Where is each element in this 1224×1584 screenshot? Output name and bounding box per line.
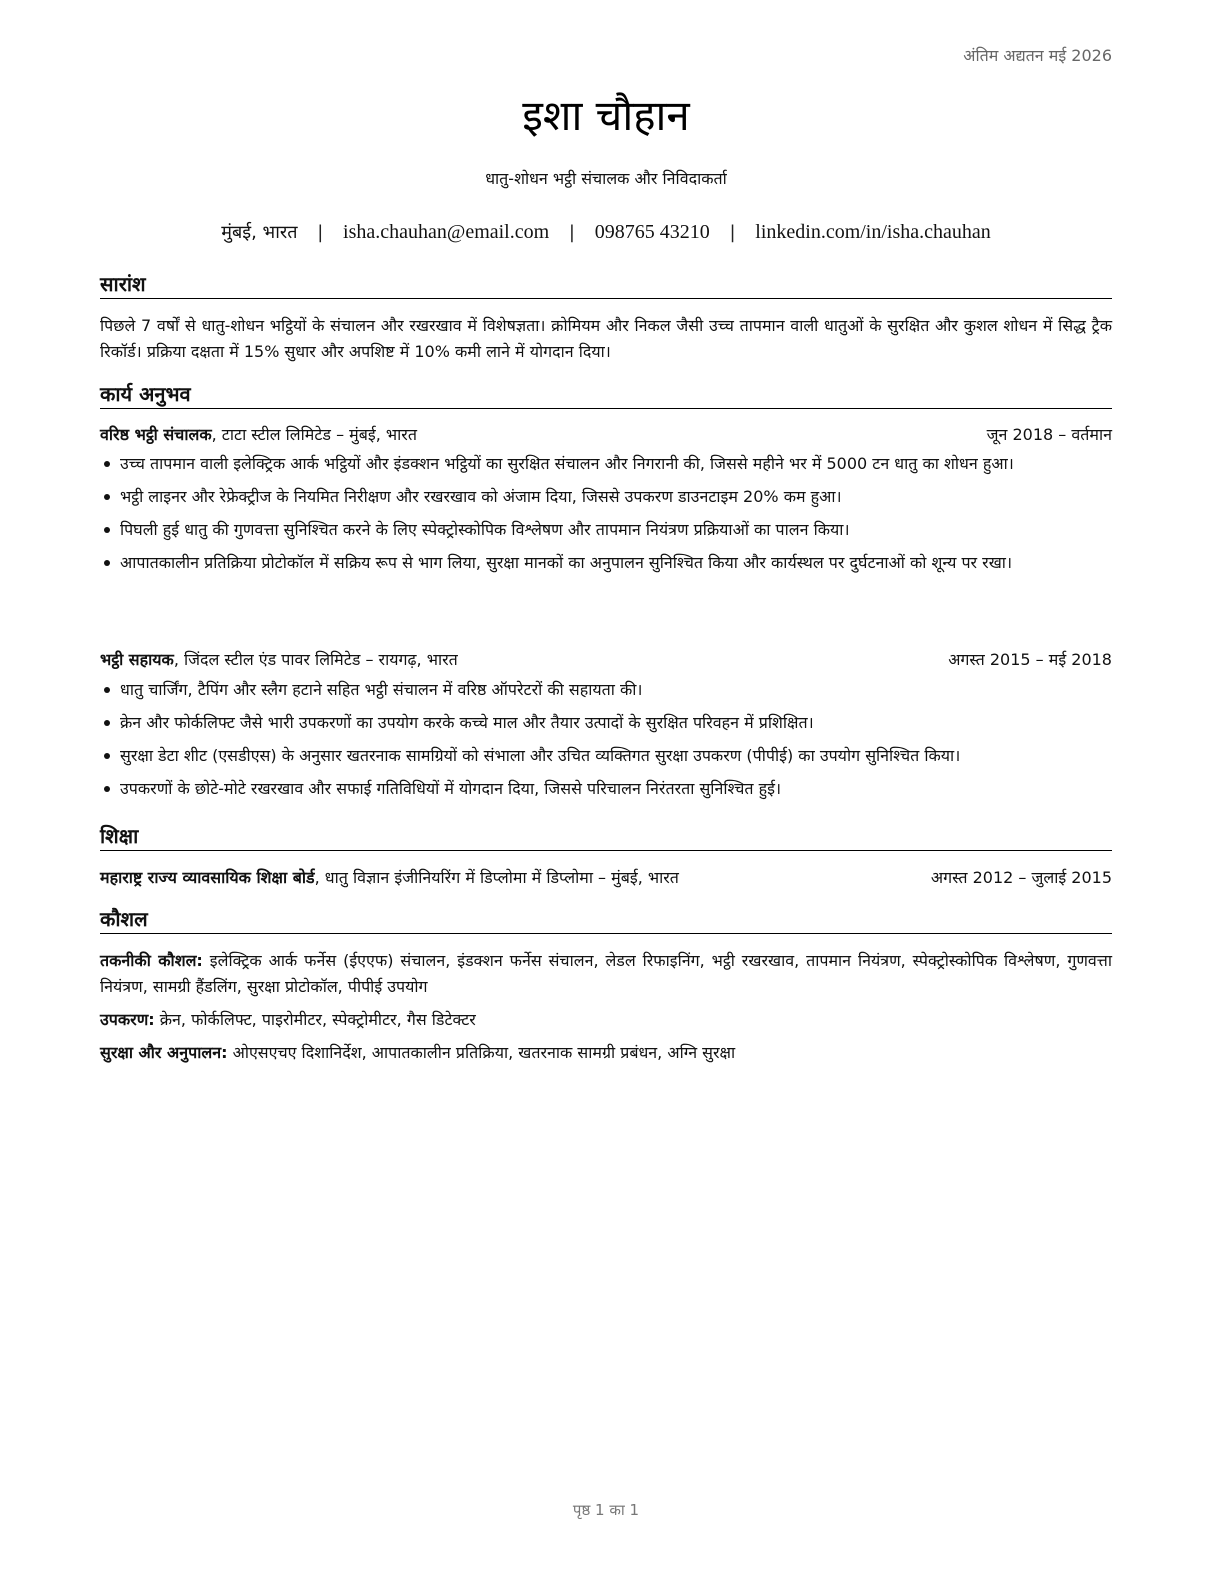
job-bullet: भट्ठी लाइनर और रेफ्रेक्ट्रीज के नियमित निरीक्षण और रखरखाव को अंजाम दिया, जिससे उपकरण डाउनटाइम 20% कम हुआ। <box>100 484 1112 510</box>
education-entry <box>100 865 1112 891</box>
skill-label: सुरक्षा और अनुपालन: <box>100 1043 228 1062</box>
candidate-headline: धातु-शोधन भट्ठी संचालक और निविदाकर्ता <box>485 169 727 188</box>
contact-email[interactable]: isha.chauhan@email.com <box>343 221 550 243</box>
contact-separator: | <box>317 222 324 243</box>
resume-page <box>100 0 1112 1584</box>
section-title-summary: सारांश <box>100 270 1112 299</box>
skill-value: क्रेन, फोर्कलिफ्ट, पाइरोमीटर, स्पेक्ट्रोमीटर, गैस डिटेक्टर <box>154 1010 476 1029</box>
job-title-line <box>100 422 417 448</box>
job-bullet: पिघली हुई धातु की गुणवत्ता सुनिश्चित करने के लिए स्पेक्ट्रोस्कोपिक विश्लेषण और तापमान नियंत्रण प्रक्रियाओं का पालन किया। <box>100 517 1112 543</box>
skill-label: उपकरण: <box>100 1010 155 1029</box>
contact-separator: | <box>729 222 736 243</box>
job-bullet: उपकरणों के छोटे-मोटे रखरखाव और सफाई गतिविधियों में योगदान दिया, जिससे परिचालन निरंतरता सुनिश्चित हुई। <box>100 776 1112 802</box>
contact-location: मुंबई, भारत <box>221 222 298 243</box>
skill-label: तकनीकी कौशल: <box>100 951 203 970</box>
contact-linkedin[interactable]: linkedin.com/in/isha.chauhan <box>755 221 991 243</box>
education-dates: अगस्त 2012 – जुलाई 2015 <box>930 868 1112 887</box>
page-number: पृष्ठ 1 का 1 <box>572 1501 640 1519</box>
education-line <box>100 865 679 891</box>
contact-separator: | <box>568 222 575 243</box>
section-title-skills: कौशल <box>100 905 1112 934</box>
skill-group <box>100 1007 1112 1033</box>
job-dates: जून 2018 – वर्तमान <box>986 425 1112 444</box>
job-company: , जिंदल स्टील एंड पावर लिमिटेड – रायगढ़, भारत <box>173 650 458 669</box>
skill-group <box>100 1040 1112 1066</box>
job-bullet-list <box>100 451 1112 576</box>
job-dates: अगस्त 2015 – मई 2018 <box>948 650 1112 669</box>
job-bullet-list <box>100 677 1112 802</box>
contact-phone[interactable]: 098765 43210 <box>594 221 710 243</box>
summary-text: पिछले 7 वर्षों से धातु-शोधन भट्ठियों के संचालन और रखरखाव में विशेषज्ञता। क्रोमियम और निकल जैसी उच्च तापमान वाली धातुओं के सुरक्षित और कुशल शोधन में सिद्ध ट्रैक रिकॉर्ड। प्रक्रिया दक्षता में 15% सुधार और अपशिष्ट में 10% कमी लाने में योगदान दिया। <box>100 316 1112 361</box>
section-title-experience: कार्य अनुभव <box>100 380 1112 409</box>
skill-group <box>100 948 1112 1000</box>
last-updated-note: अंतिम अद्यतन मई 2026 <box>963 46 1112 65</box>
job-bullet: आपातकालीन प्रतिक्रिया प्रोटोकॉल में सक्रिय रूप से भाग लिया, सुरक्षा मानकों का अनुपालन सुनिश्चित किया और कार्यस्थल पर दुर्घटनाओं को शून्य पर रखा। <box>100 550 1112 576</box>
job-role: वरिष्ठ भट्ठी संचालक <box>100 425 212 444</box>
job-bullet: उच्च तापमान वाली इलेक्ट्रिक आर्क भट्ठियों और इंडक्शन भट्ठियों का सुरक्षित संचालन और निगरानी की, जिससे महीने भर में 5000 टन धातु का शोधन हुआ। <box>100 451 1112 477</box>
education-institution: महाराष्ट्र राज्य व्यावसायिक शिक्षा बोर्ड <box>100 868 315 887</box>
job-header <box>100 647 1112 673</box>
section-title-education: शिक्षा <box>100 822 1112 851</box>
job-title-line <box>100 647 458 673</box>
job-role: भट्ठी सहायक <box>100 650 174 669</box>
job-bullet: धातु चार्जिंग, टैपिंग और स्लैग हटाने सहित भट्ठी संचालन में वरिष्ठ ऑपरेटरों की सहायता की। <box>100 677 1112 703</box>
skill-value: ओएसएचए दिशानिर्देश, आपातकालीन प्रतिक्रिया, खतरनाक सामग्री प्रबंधन, अग्नि सुरक्षा <box>227 1043 736 1062</box>
candidate-name: इशा चौहान <box>522 91 690 140</box>
contact-line <box>100 218 1112 247</box>
skill-value: इलेक्ट्रिक आर्क फर्नेस (ईएएफ) संचालन, इंडक्शन फर्नेस संचालन, लेडल रिफाइनिंग, भट्ठी रखरखाव, तापमान नियंत्रण, स्पेक्ट्रोस्कोपिक विश्लेषण, गुणवत्ता नियंत्रण, सामग्री हैंडलिंग, सुरक्षा प्रोटोकॉल, पीपीई उपयोग <box>100 951 1112 996</box>
job-header <box>100 422 1112 448</box>
job-company: , टाटा स्टील लिमिटेड – मुंबई, भारत <box>211 425 417 444</box>
job-bullet: सुरक्षा डेटा शीट (एसडीएस) के अनुसार खतरनाक सामग्रियों को संभाला और उचित व्यक्तिगत सुरक्षा उपकरण (पीपीई) का उपयोग सुनिश्चित किया। <box>100 743 1112 769</box>
education-details: , धातु विज्ञान इंजीनियरिंग में डिप्लोमा में डिप्लोमा – मुंबई, भारत <box>314 868 679 887</box>
job-bullet: क्रेन और फोर्कलिफ्ट जैसे भारी उपकरणों का उपयोग करके कच्चे माल और तैयार उत्पादों के सुरक्षित परिवहन में प्रशिक्षित। <box>100 710 1112 736</box>
